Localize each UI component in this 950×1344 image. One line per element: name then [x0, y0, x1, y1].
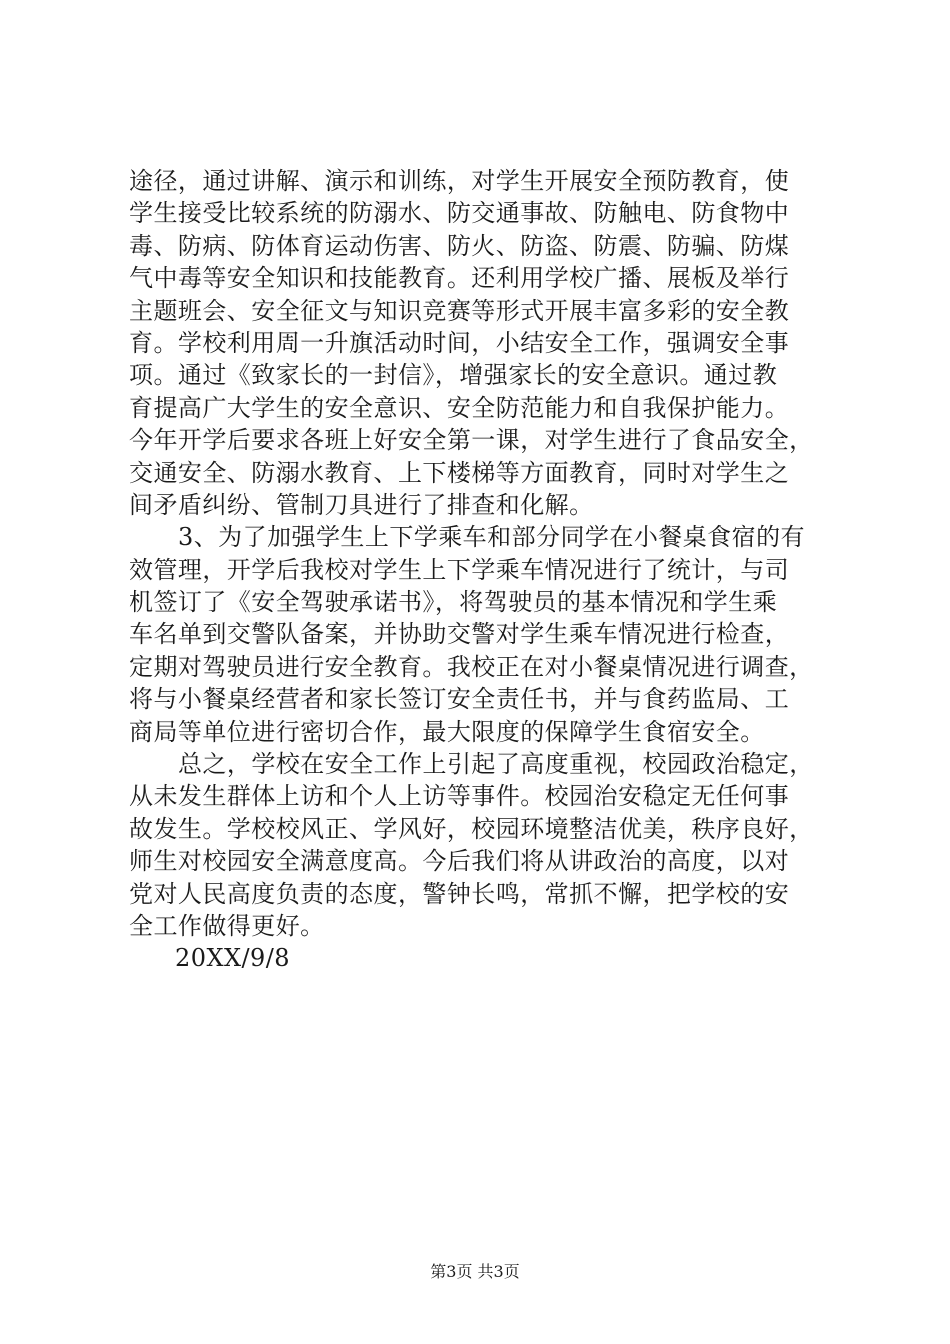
text-line: 途径，通过讲解、演示和训练，对学生开展安全预防教育，使 [129, 167, 790, 195]
text-line: 全工作做得更好。 [129, 911, 325, 940]
text-line: 商局等单位进行密切合作，最大限度的保障学生食宿安全。 [129, 717, 765, 746]
document-date: 20XX/9/8 [175, 944, 291, 973]
text-line: 项。通过《致家长的一封信》，增强家长的安全意识。通过教 [129, 361, 778, 390]
text-line: 党对人民高度负责的态度，警钟长鸣，常抓不懈，把学校的安 [129, 879, 790, 908]
document-body [129, 165, 829, 975]
text-line: 交通安全、防溺水教育、上下楼梯等方面教育，同时对学生之 [129, 458, 790, 487]
text-line: 育。学校利用周一升旗活动时间，小结安全工作，强调安全事 [129, 328, 790, 357]
text-line: 毒、防病、防体育运动伤害、防火、防盗、防震、防骗、防煤 [129, 231, 790, 260]
text-line: 从未发生群体上访和个人上访等事件。校园治安稳定无任何事 [129, 782, 790, 811]
text-line: 间矛盾纠纷、管制刀具进行了排查和化解。 [129, 490, 594, 519]
text-line: 效管理，开学后我校对学生上下学乘车情况进行了统计，与司 [129, 555, 790, 584]
text-line: 学生接受比较系统的防溺水、防交通事故、防触电、防食物中 [129, 199, 790, 228]
text-line: 故发生。学校校风正、学风好，校园环境整洁优美，秩序良好， [129, 814, 814, 843]
text-line: 将与小餐桌经营者和家长签订安全责任书，并与食药监局、工 [129, 685, 790, 714]
text-line: 育提高广大学生的安全意识、安全防范能力和自我保护能力。 [129, 393, 790, 422]
summary-paragraph-start: 总之，学校在安全工作上引起了高度重视，校园政治稳定， [178, 750, 814, 779]
page-footer: 第3页 共3页 [430, 1262, 520, 1281]
text-line: 机签订了《安全驾驶承诺书》，将驾驶员的基本情况和学生乘 [129, 588, 778, 617]
paragraph-3-start: 3、为了加强学生上下学乘车和部分同学在小餐桌食宿的有 [178, 523, 805, 552]
text-line: 车名单到交警队备案，并协助交警对学生乘车情况进行检查， [129, 620, 790, 649]
text-line: 气中毒等安全知识和技能教育。还利用学校广播、展板及举行 [129, 264, 790, 293]
text-line: 今年开学后要求各班上好安全第一课，对学生进行了食品安全， [129, 426, 814, 455]
text-line: 定期对驾驶员进行安全教育。我校正在对小餐桌情况进行调查， [129, 652, 814, 681]
text-line: 师生对校园安全满意度高。今后我们将从讲政治的高度，以对 [129, 847, 790, 876]
text-line: 主题班会、安全征文与知识竞赛等形式开展丰富多彩的安全教 [129, 296, 790, 325]
